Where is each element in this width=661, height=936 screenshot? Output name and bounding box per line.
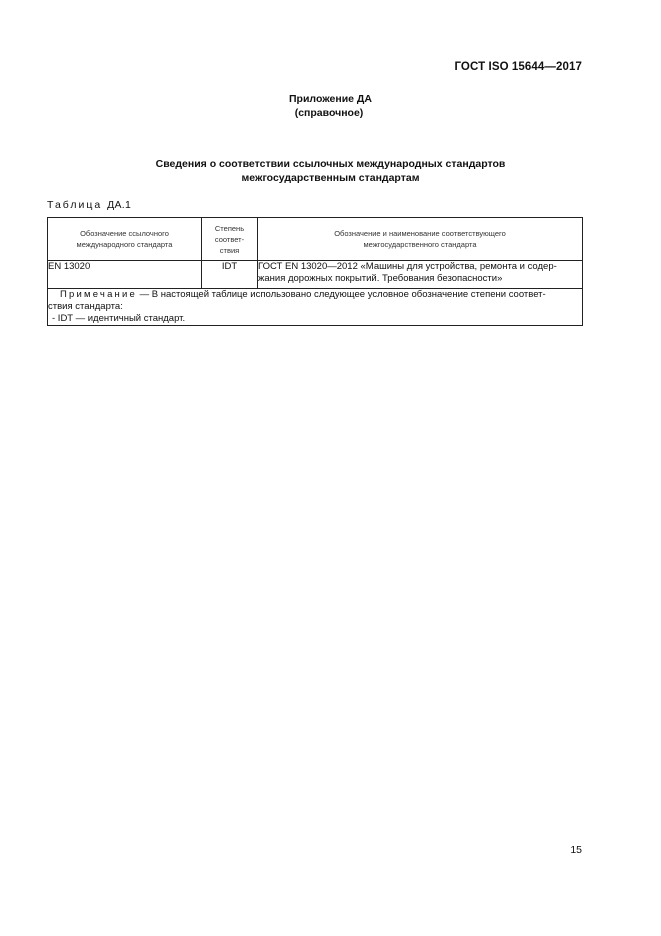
section-title-line2: межгосударственным стандартам [241, 172, 420, 184]
cell-reference-standard: EN 13020 [48, 261, 202, 289]
annex-heading [0, 92, 661, 120]
header-interstate-standard [258, 218, 583, 261]
header-col3-line2: межгосударственного стандарта [363, 240, 477, 249]
header-col1-line2: международного стандарта [76, 240, 173, 249]
annex-title: Приложение ДА [289, 93, 372, 105]
table-note-row [48, 289, 583, 326]
header-degree [202, 218, 258, 261]
header-col1-line1: Обозначение ссылочного [80, 229, 169, 238]
note-text-line1: — В настоящей таблице использовано следующее условное обозначение степени соответ- [137, 289, 546, 300]
note-text-line2: ствия стандарта: [48, 301, 123, 312]
header-col2-line3: ствия [219, 245, 240, 255]
correspondence-table [47, 217, 583, 326]
section-title-line1: Сведения о соответствии ссылочных международных стандартов [155, 158, 506, 170]
table-header-row [48, 218, 583, 261]
cell-name-line2: жания дорожных покрытий. Требования безопасности» [258, 273, 503, 284]
cell-interstate-standard [258, 261, 583, 289]
cell-name-line1: ГОСТ EN 13020—2012 «Машины для устройства, ремонта и содер- [258, 261, 557, 272]
document-code: ГОСТ ISO 15644—2017 [454, 61, 582, 73]
table-note [48, 289, 583, 326]
section-heading [0, 157, 661, 185]
cell-degree: IDT [202, 261, 258, 289]
table-caption-word: Таблица [47, 199, 103, 211]
page-number: 15 [570, 844, 582, 856]
header-col2-line2: соответ- [214, 234, 245, 244]
header-col2-line1: Степень [214, 223, 245, 233]
header-col3-line1: Обозначение и наименование соответствующего [334, 229, 506, 238]
header-reference-standard [48, 218, 202, 261]
table-row [48, 261, 583, 289]
annex-subtitle: (справочное) [294, 107, 364, 119]
table-caption-number: ДА.1 [107, 199, 132, 211]
note-text-line3: - IDT — идентичный стандарт. [52, 313, 186, 324]
note-label: Примечание [60, 289, 137, 300]
table-caption [47, 199, 131, 211]
